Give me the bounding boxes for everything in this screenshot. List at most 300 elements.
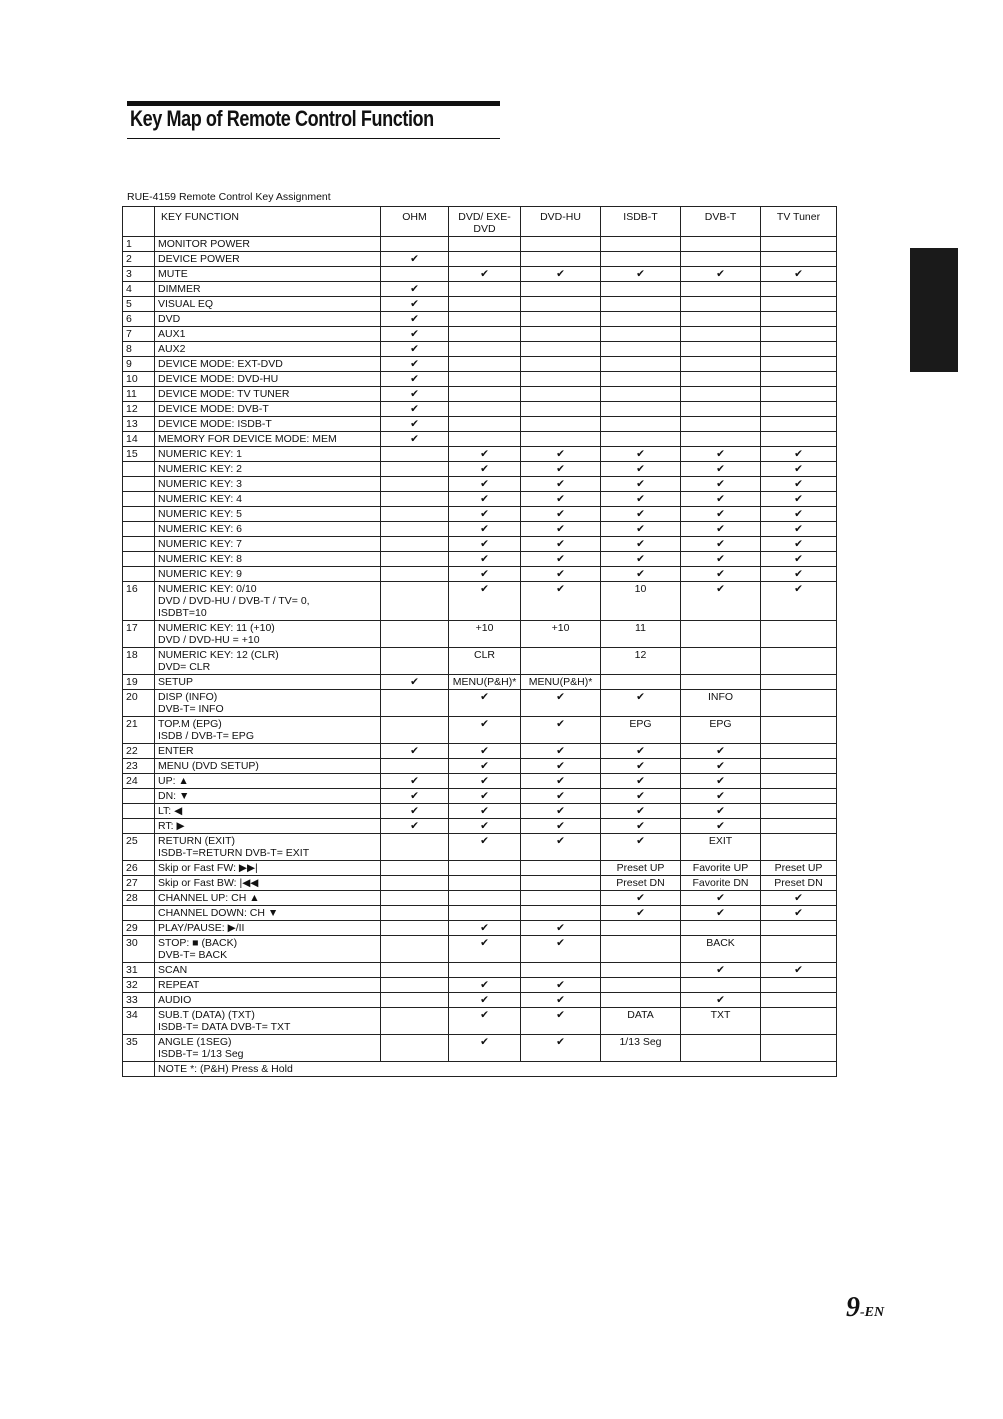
- cell-ohm: ✔: [381, 387, 449, 402]
- table-row: [123, 537, 837, 552]
- key-function-cell: [155, 921, 381, 936]
- key-function-detail: ISDBT=10: [158, 607, 207, 619]
- cell-ohm: [381, 537, 449, 552]
- cell-dvd-hu: [521, 963, 601, 978]
- cell-ohm: [381, 834, 449, 861]
- key-function-cell: [155, 402, 381, 417]
- cell-dvd-exe-dvd: ✔: [449, 1035, 521, 1062]
- cell-dvb-t: [681, 621, 761, 648]
- cell-isdb-t: 11: [601, 621, 681, 648]
- note-spacer: [123, 1062, 155, 1077]
- cell-dvb-t: ✔: [681, 906, 761, 921]
- cell-ohm: [381, 759, 449, 774]
- cell-ohm: [381, 447, 449, 462]
- cell-dvd-exe-dvd: ✔: [449, 507, 521, 522]
- cell-isdb-t: [601, 432, 681, 447]
- key-function-label: NUMERIC KEY: 9: [158, 568, 243, 580]
- cell-isdb-t: DATA: [601, 1008, 681, 1035]
- key-function-cell: [155, 891, 381, 906]
- key-function-cell: [155, 819, 381, 834]
- cell-dvb-t: ✔: [681, 462, 761, 477]
- cell-dvd-hu: ✔: [521, 993, 601, 1008]
- cell-isdb-t: ✔: [601, 789, 681, 804]
- cell-tv-tuner: [761, 993, 837, 1008]
- cell-isdb-t: ✔: [601, 462, 681, 477]
- cell-dvb-t: BACK: [681, 936, 761, 963]
- cell-isdb-t: [601, 978, 681, 993]
- cell-dvd-hu: [521, 282, 601, 297]
- table-row: [123, 744, 837, 759]
- cell-dvb-t: Favorite DN: [681, 876, 761, 891]
- cell-dvd-exe-dvd: ✔: [449, 447, 521, 462]
- table-row: [123, 507, 837, 522]
- key-function-cell: [155, 447, 381, 462]
- cell-dvd-exe-dvd: [449, 861, 521, 876]
- cell-isdb-t: ✔: [601, 834, 681, 861]
- cell-dvb-t: [681, 648, 761, 675]
- cell-tv-tuner: [761, 342, 837, 357]
- row-number: [123, 522, 155, 537]
- cell-tv-tuner: Preset DN: [761, 876, 837, 891]
- key-function-cell: [155, 690, 381, 717]
- cell-dvd-exe-dvd: [449, 417, 521, 432]
- key-function-label: DEVICE POWER: [158, 253, 240, 265]
- cell-dvd-hu: [521, 648, 601, 675]
- key-function-detail: ISDB-T= DATA DVB-T= TXT: [158, 1021, 291, 1033]
- key-function-label: NUMERIC KEY: 4: [158, 493, 243, 505]
- key-function-label: DEVICE MODE: EXT-DVD: [158, 358, 283, 370]
- cell-dvb-t: ✔: [681, 804, 761, 819]
- cell-tv-tuner: [761, 675, 837, 690]
- cell-isdb-t: ✔: [601, 891, 681, 906]
- key-function-label: MONITOR POWER: [158, 238, 250, 250]
- cell-dvb-t: [681, 978, 761, 993]
- table-row: [123, 1008, 837, 1035]
- cell-dvd-exe-dvd: ✔: [449, 690, 521, 717]
- cell-dvb-t: [681, 252, 761, 267]
- cell-dvb-t: ✔: [681, 744, 761, 759]
- cell-dvd-hu: ✔: [521, 936, 601, 963]
- key-function-cell: [155, 507, 381, 522]
- key-function-cell: [155, 432, 381, 447]
- cell-ohm: [381, 993, 449, 1008]
- cell-ohm: [381, 921, 449, 936]
- key-function-label: NUMERIC KEY: 12 (CLR): [158, 649, 279, 661]
- cell-dvd-exe-dvd: [449, 282, 521, 297]
- cell-dvd-exe-dvd: [449, 372, 521, 387]
- cell-dvb-t: [681, 372, 761, 387]
- key-function-label: DVD: [158, 313, 181, 325]
- key-function-label: NUMERIC KEY: 2: [158, 463, 243, 475]
- cell-ohm: [381, 936, 449, 963]
- cell-dvb-t: [681, 1035, 761, 1062]
- key-function-cell: [155, 357, 381, 372]
- key-function-cell: [155, 804, 381, 819]
- cell-dvd-hu: [521, 297, 601, 312]
- row-number: 10: [123, 372, 155, 387]
- cell-tv-tuner: ✔: [761, 477, 837, 492]
- key-function-cell: [155, 282, 381, 297]
- cell-dvd-hu: ✔: [521, 1035, 601, 1062]
- cell-ohm: [381, 522, 449, 537]
- cell-tv-tuner: [761, 432, 837, 447]
- cell-isdb-t: [601, 387, 681, 402]
- cell-dvb-t: [681, 237, 761, 252]
- cell-dvb-t: ✔: [681, 789, 761, 804]
- cell-tv-tuner: ✔: [761, 507, 837, 522]
- key-function-label: CHANNEL UP: CH ▲: [158, 892, 260, 904]
- cell-isdb-t: ✔: [601, 744, 681, 759]
- cell-dvd-hu: ✔: [521, 804, 601, 819]
- cell-tv-tuner: Preset UP: [761, 861, 837, 876]
- table-row: [123, 804, 837, 819]
- cell-dvb-t: [681, 342, 761, 357]
- table-row: [123, 906, 837, 921]
- cell-tv-tuner: ✔: [761, 906, 837, 921]
- cell-dvd-exe-dvd: ✔: [449, 774, 521, 789]
- key-function-cell: [155, 1035, 381, 1062]
- cell-isdb-t: [601, 237, 681, 252]
- table-row: [123, 552, 837, 567]
- cell-dvb-t: ✔: [681, 537, 761, 552]
- cell-isdb-t: [601, 342, 681, 357]
- key-function-label: DEVICE MODE: DVD-HU: [158, 373, 279, 385]
- key-function-label: CHANNEL DOWN: CH ▼: [158, 907, 279, 919]
- cell-ohm: ✔: [381, 804, 449, 819]
- cell-ohm: ✔: [381, 327, 449, 342]
- cell-dvd-hu: ✔: [521, 789, 601, 804]
- cell-dvb-t: ✔: [681, 507, 761, 522]
- cell-ohm: [381, 963, 449, 978]
- table-row: [123, 648, 837, 675]
- row-number: 33: [123, 993, 155, 1008]
- cell-dvd-hu: ✔: [521, 477, 601, 492]
- cell-ohm: ✔: [381, 789, 449, 804]
- cell-dvd-hu: ✔: [521, 522, 601, 537]
- cell-isdb-t: ✔: [601, 492, 681, 507]
- cell-dvd-hu: ✔: [521, 552, 601, 567]
- key-function-cell: [155, 993, 381, 1008]
- cell-ohm: [381, 492, 449, 507]
- cell-tv-tuner: ✔: [761, 963, 837, 978]
- table-row: [123, 372, 837, 387]
- key-function-cell: [155, 387, 381, 402]
- row-number: [123, 537, 155, 552]
- header-dvd-hu: DVD-HU: [521, 207, 601, 237]
- key-function-cell: [155, 582, 381, 621]
- table-row: [123, 402, 837, 417]
- cell-ohm: ✔: [381, 675, 449, 690]
- cell-dvd-hu: +10: [521, 621, 601, 648]
- cell-dvd-hu: ✔: [521, 447, 601, 462]
- cell-dvb-t: ✔: [681, 477, 761, 492]
- cell-isdb-t: [601, 327, 681, 342]
- cell-dvb-t: Favorite UP: [681, 861, 761, 876]
- table-row: [123, 819, 837, 834]
- table-row: [123, 567, 837, 582]
- cell-isdb-t: ✔: [601, 804, 681, 819]
- key-function-label: MEMORY FOR DEVICE MODE: MEM: [158, 433, 337, 445]
- key-function-detail: ISDB / DVB-T= EPG: [158, 730, 254, 742]
- row-number: 9: [123, 357, 155, 372]
- row-number: 27: [123, 876, 155, 891]
- row-number: [123, 492, 155, 507]
- cell-tv-tuner: [761, 357, 837, 372]
- cell-dvd-exe-dvd: [449, 252, 521, 267]
- cell-tv-tuner: [761, 804, 837, 819]
- cell-dvd-hu: [521, 252, 601, 267]
- table-row: [123, 282, 837, 297]
- cell-ohm: [381, 237, 449, 252]
- cell-tv-tuner: [761, 282, 837, 297]
- row-number: 17: [123, 621, 155, 648]
- cell-dvd-exe-dvd: ✔: [449, 978, 521, 993]
- cell-dvd-exe-dvd: [449, 963, 521, 978]
- table-row: [123, 357, 837, 372]
- key-function-label: NUMERIC KEY: 11 (+10): [158, 622, 275, 634]
- table-row: [123, 522, 837, 537]
- row-number: 1: [123, 237, 155, 252]
- cell-dvb-t: ✔: [681, 522, 761, 537]
- cell-tv-tuner: ✔: [761, 522, 837, 537]
- key-function-label: DEVICE MODE: ISDB-T: [158, 418, 272, 430]
- cell-dvd-hu: ✔: [521, 690, 601, 717]
- cell-dvb-t: [681, 921, 761, 936]
- cell-dvd-exe-dvd: [449, 432, 521, 447]
- row-number: [123, 477, 155, 492]
- cell-ohm: [381, 906, 449, 921]
- cell-dvd-exe-dvd: ✔: [449, 993, 521, 1008]
- cell-tv-tuner: [761, 237, 837, 252]
- cell-dvb-t: ✔: [681, 582, 761, 621]
- table-row: [123, 432, 837, 447]
- cell-isdb-t: ✔: [601, 537, 681, 552]
- key-function-label: SCAN: [158, 964, 188, 976]
- cell-isdb-t: ✔: [601, 522, 681, 537]
- cell-isdb-t: [601, 993, 681, 1008]
- cell-isdb-t: ✔: [601, 690, 681, 717]
- table-row: [123, 462, 837, 477]
- cell-dvd-exe-dvd: [449, 342, 521, 357]
- table-row: [123, 936, 837, 963]
- cell-dvb-t: [681, 432, 761, 447]
- cell-dvd-hu: ✔: [521, 1008, 601, 1035]
- table-row: [123, 963, 837, 978]
- cell-isdb-t: [601, 252, 681, 267]
- cell-ohm: ✔: [381, 252, 449, 267]
- key-function-detail: ISDB-T=RETURN DVB-T= EXIT: [158, 847, 310, 859]
- cell-ohm: [381, 648, 449, 675]
- page-number: [846, 1292, 884, 1324]
- cell-isdb-t: ✔: [601, 774, 681, 789]
- row-number: 25: [123, 834, 155, 861]
- header-no: [123, 207, 155, 237]
- key-function-label: ANGLE (1SEG): [158, 1036, 232, 1048]
- cell-dvd-exe-dvd: [449, 891, 521, 906]
- cell-tv-tuner: ✔: [761, 552, 837, 567]
- row-number: 4: [123, 282, 155, 297]
- key-function-cell: [155, 789, 381, 804]
- row-number: 6: [123, 312, 155, 327]
- table-row: [123, 267, 837, 282]
- row-number: 7: [123, 327, 155, 342]
- cell-dvb-t: [681, 357, 761, 372]
- key-function-label: STOP: ■ (BACK): [158, 937, 238, 949]
- key-function-label: RT: ▶: [158, 820, 185, 832]
- cell-isdb-t: ✔: [601, 552, 681, 567]
- cell-ohm: [381, 621, 449, 648]
- cell-dvd-hu: [521, 357, 601, 372]
- cell-tv-tuner: [761, 978, 837, 993]
- table-body: [123, 237, 837, 1062]
- cell-isdb-t: Preset DN: [601, 876, 681, 891]
- row-number: 30: [123, 936, 155, 963]
- cell-ohm: ✔: [381, 357, 449, 372]
- table-row: [123, 978, 837, 993]
- cell-isdb-t: [601, 312, 681, 327]
- cell-dvd-exe-dvd: ✔: [449, 789, 521, 804]
- cell-dvd-hu: ✔: [521, 834, 601, 861]
- table-header-row: [123, 207, 837, 237]
- key-function-label: Skip or Fast BW: |◀◀: [158, 877, 259, 889]
- key-function-label: UP: ▲: [158, 775, 189, 787]
- key-function-label: LT: ◀: [158, 805, 183, 817]
- key-function-label: NUMERIC KEY: 6: [158, 523, 243, 535]
- table-row: [123, 447, 837, 462]
- cell-dvb-t: EXIT: [681, 834, 761, 861]
- key-function-label: RETURN (EXIT): [158, 835, 235, 847]
- cell-dvd-exe-dvd: ✔: [449, 582, 521, 621]
- header-ohm: OHM: [381, 207, 449, 237]
- cell-tv-tuner: [761, 789, 837, 804]
- cell-tv-tuner: ✔: [761, 567, 837, 582]
- cell-dvb-t: ✔: [681, 891, 761, 906]
- key-function-cell: [155, 297, 381, 312]
- table-row: [123, 717, 837, 744]
- cell-dvd-exe-dvd: MENU(P&H)*: [449, 675, 521, 690]
- cell-isdb-t: 12: [601, 648, 681, 675]
- cell-isdb-t: EPG: [601, 717, 681, 744]
- key-function-label: DEVICE MODE: DVB-T: [158, 403, 269, 415]
- row-number: 22: [123, 744, 155, 759]
- cell-ohm: [381, 267, 449, 282]
- cell-dvd-exe-dvd: ✔: [449, 462, 521, 477]
- cell-tv-tuner: [761, 417, 837, 432]
- key-function-label: REPEAT: [158, 979, 200, 991]
- key-function-cell: [155, 744, 381, 759]
- row-number: 23: [123, 759, 155, 774]
- row-number: [123, 462, 155, 477]
- cell-ohm: [381, 507, 449, 522]
- key-function-label: DIMMER: [158, 283, 201, 295]
- cell-dvd-exe-dvd: [449, 906, 521, 921]
- table-row: [123, 252, 837, 267]
- cell-ohm: [381, 717, 449, 744]
- cell-dvb-t: ✔: [681, 819, 761, 834]
- key-function-detail: DVB-T= INFO: [158, 703, 224, 715]
- cell-dvd-hu: ✔: [521, 774, 601, 789]
- key-function-cell: [155, 417, 381, 432]
- table-row: [123, 834, 837, 861]
- cell-dvb-t: ✔: [681, 447, 761, 462]
- table-row: [123, 621, 837, 648]
- cell-dvd-exe-dvd: [449, 387, 521, 402]
- table-row: [123, 690, 837, 717]
- cell-isdb-t: [601, 921, 681, 936]
- cell-dvd-exe-dvd: ✔: [449, 492, 521, 507]
- cell-dvb-t: ✔: [681, 267, 761, 282]
- cell-tv-tuner: [761, 759, 837, 774]
- table-row: [123, 417, 837, 432]
- page-number-value: 9: [846, 1292, 860, 1323]
- cell-ohm: ✔: [381, 282, 449, 297]
- cell-ohm: [381, 891, 449, 906]
- row-number: 11: [123, 387, 155, 402]
- cell-dvd-exe-dvd: ✔: [449, 1008, 521, 1035]
- cell-dvd-hu: ✔: [521, 759, 601, 774]
- row-number: 20: [123, 690, 155, 717]
- cell-ohm: ✔: [381, 819, 449, 834]
- cell-ohm: [381, 477, 449, 492]
- header-tv-tuner: TV Tuner: [761, 207, 837, 237]
- key-map-table: [122, 206, 837, 1077]
- cell-isdb-t: [601, 402, 681, 417]
- cell-dvd-exe-dvd: ✔: [449, 522, 521, 537]
- cell-dvd-hu: ✔: [521, 921, 601, 936]
- table-row: [123, 342, 837, 357]
- key-function-cell: [155, 774, 381, 789]
- key-function-cell: [155, 1008, 381, 1035]
- cell-dvd-exe-dvd: ✔: [449, 759, 521, 774]
- cell-dvd-exe-dvd: ✔: [449, 267, 521, 282]
- key-function-cell: [155, 717, 381, 744]
- cell-dvb-t: [681, 402, 761, 417]
- cell-ohm: ✔: [381, 402, 449, 417]
- key-function-cell: [155, 267, 381, 282]
- row-number: 34: [123, 1008, 155, 1035]
- cell-ohm: [381, 861, 449, 876]
- cell-dvb-t: [681, 312, 761, 327]
- cell-dvd-exe-dvd: ✔: [449, 834, 521, 861]
- cell-dvd-hu: ✔: [521, 567, 601, 582]
- cell-dvb-t: [681, 387, 761, 402]
- cell-ohm: [381, 1008, 449, 1035]
- key-function-cell: [155, 252, 381, 267]
- cell-ohm: [381, 552, 449, 567]
- cell-dvd-hu: [521, 861, 601, 876]
- row-number: 8: [123, 342, 155, 357]
- page-number-suffix: -EN: [860, 1305, 885, 1320]
- key-function-detail: DVB-T= BACK: [158, 949, 228, 961]
- cell-tv-tuner: [761, 648, 837, 675]
- row-number: 3: [123, 267, 155, 282]
- cell-dvd-hu: [521, 372, 601, 387]
- key-function-label: MUTE: [158, 268, 188, 280]
- row-number: 32: [123, 978, 155, 993]
- cell-ohm: ✔: [381, 342, 449, 357]
- row-number: 12: [123, 402, 155, 417]
- cell-dvd-exe-dvd: ✔: [449, 804, 521, 819]
- row-number: 28: [123, 891, 155, 906]
- row-number: 19: [123, 675, 155, 690]
- cell-dvb-t: INFO: [681, 690, 761, 717]
- table-row: [123, 327, 837, 342]
- cell-dvd-hu: [521, 891, 601, 906]
- cell-dvd-exe-dvd: [449, 327, 521, 342]
- key-function-label: VISUAL EQ: [158, 298, 214, 310]
- key-function-label: DN: ▼: [158, 790, 190, 802]
- cell-isdb-t: Preset UP: [601, 861, 681, 876]
